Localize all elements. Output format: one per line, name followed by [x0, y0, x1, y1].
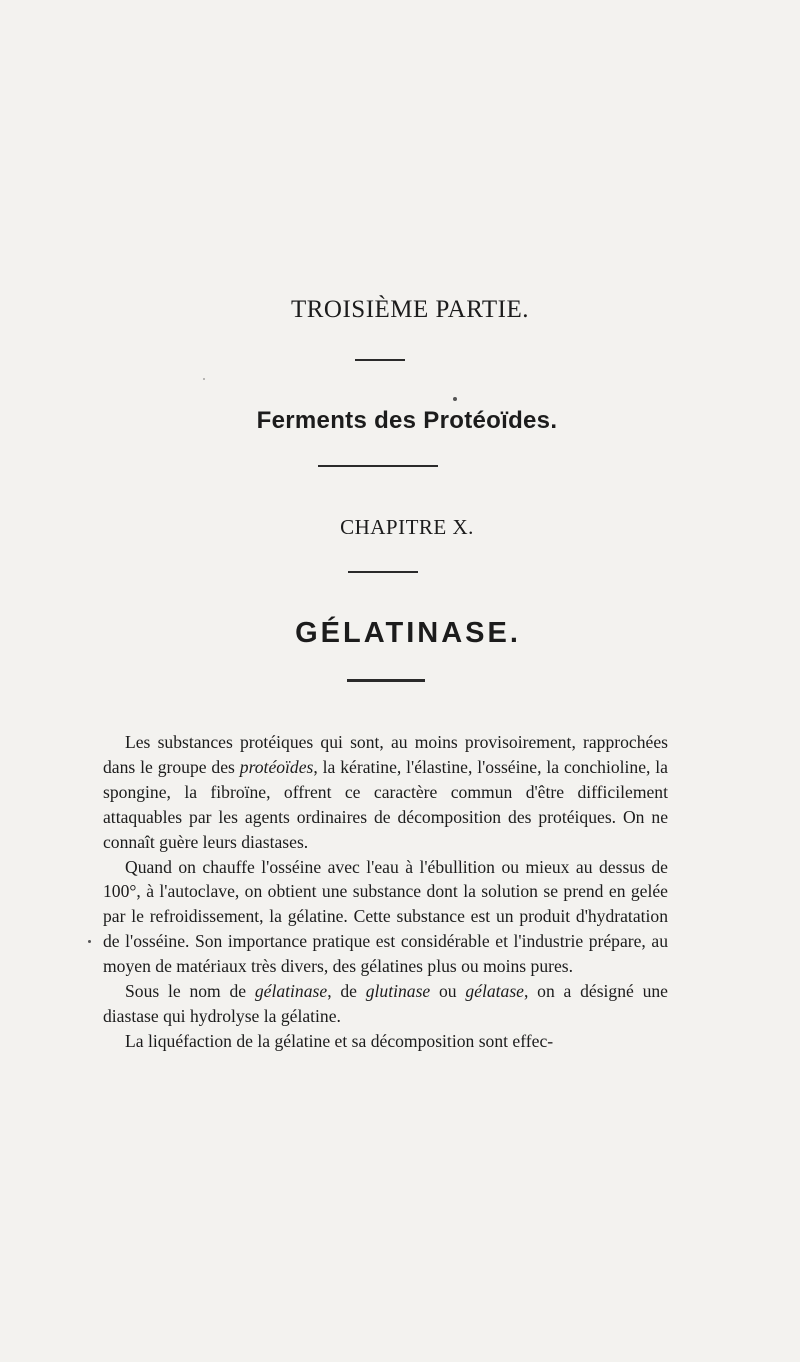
italic-term: protéoïdes — [239, 756, 314, 777]
italic-term: gélatinase — [254, 981, 328, 1002]
paragraph-4 — [103, 1029, 668, 1054]
divider-rule — [348, 571, 418, 573]
text-run: Sous le nom de — [125, 981, 255, 1002]
enzyme-title: GÉLATINASE. — [295, 617, 521, 649]
text-run: Quand on chauffe l'osséine avec l'eau à l'ébullition ou mieux au dessus de 100°, à l'autoclave, on obtient une substance dont la solution se prend en gelée par le refroidissement, la gélatine. Cette substance est un produit d'hydratation de l'osséine. Son importance pratique est considérable et l'industrie prépare, au moyen de matériaux très divers, des gélatines plus ou moins pures. — [103, 856, 668, 977]
text-run: ou — [430, 981, 466, 1002]
paragraph-3 — [103, 979, 668, 1029]
paper-speck — [88, 940, 91, 943]
text-run: , la kératine, l'élastine, l'osséine, la conchioline, la spongine, la fibroïne, offrent ce caractère commun d'être difficilement attaquables par les agents ordinaires de décomposition des protéiques. On ne connaît guère leurs diastases. — [103, 756, 668, 852]
part-title: TROISIÈME PARTIE. — [290, 296, 530, 323]
paper-speck — [203, 378, 205, 380]
divider-rule — [347, 679, 425, 682]
paper-speck — [453, 397, 457, 401]
section-title: Ferments des Protéoïdes. — [256, 407, 558, 434]
italic-term: glutinase — [365, 981, 431, 1002]
text-run: Les substances protéiques qui sont, au moins provisoirement, rapprochées dans le groupe des — [103, 732, 668, 777]
chapter-title: CHAPITRE X. — [340, 515, 474, 539]
paragraph-1 — [103, 730, 668, 855]
divider-rule — [355, 359, 405, 361]
body-text — [103, 730, 668, 1054]
text-run: , on a désigné une diastase qui hydrolyse la gélatine. — [103, 981, 668, 1026]
divider-rule — [318, 465, 438, 467]
paragraph-2 — [103, 855, 668, 980]
text-run: La liquéfaction de la gélatine et sa décomposition sont effec- — [125, 1030, 554, 1051]
text-run: , de — [327, 981, 366, 1002]
italic-term: gélatase — [465, 981, 524, 1002]
